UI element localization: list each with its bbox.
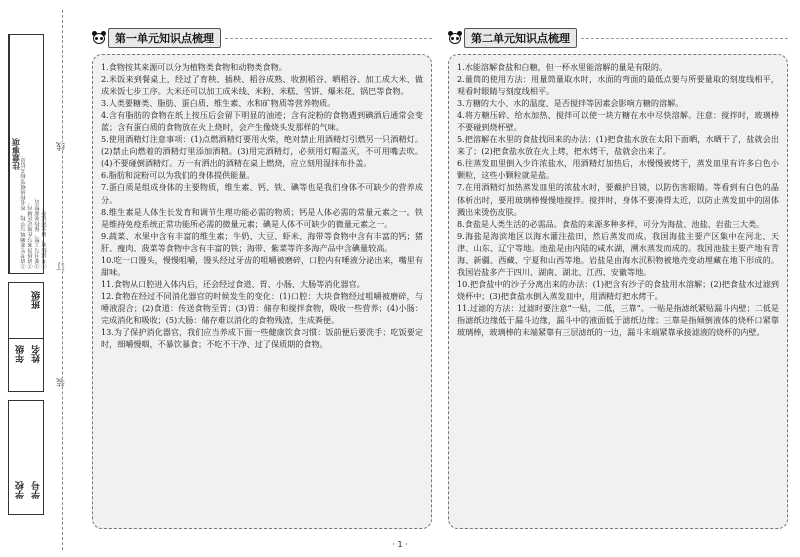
page-number: · 1 · xyxy=(392,540,408,549)
student-info-box xyxy=(8,282,44,392)
notice-title: 注意事项 xyxy=(9,35,20,273)
right-content-box xyxy=(448,54,788,529)
knowledge-item: 5.使用酒精灯注意事项：(1)点燃酒精灯要用火柴，绝对禁止用酒精灯引燃另一只酒精灯。(2)禁止向燃着的酒精灯里添加酒精。(3)用完酒精灯，必须用灯帽盖灭，不可用嘴去吹。(4)不要碰倒酒精灯。万一有洒出的酒精在桌上燃烧，应立刻用湿抹布扑盖。 xyxy=(101,134,423,169)
knowledge-item: 3.人类要糖类、脂肪、蛋白质、维生素、水和矿物质等营养物质。 xyxy=(101,98,336,109)
binding-strip xyxy=(0,0,92,557)
knowledge-item: 8.维生素是人体生长发育和调节生理功能必需的物质；钙是人体必需的常量元素之一。铁是维持免疫系统正常功能所必需的微量元素；碘是人体不可缺少的微量元素之一。 xyxy=(101,206,423,229)
notice-box xyxy=(8,34,48,274)
grade-label: 年级 xyxy=(16,345,26,363)
left-panel-header xyxy=(92,28,432,48)
student-no-label: 学号 xyxy=(32,481,42,499)
knowledge-item: 3.方糖的大小、水的温度、是否搅拌等因素会影响方糖的溶解。 xyxy=(457,98,684,109)
knowledge-item: 6.往蒸发皿里倒入少许浓盐水，用酒精灯加热后，水慢慢被烤干，蒸发皿里有许多白色小颗粒，这些小颗粒就是盐。 xyxy=(457,158,779,181)
knowledge-item: 7.在用酒精灯加热蒸发皿里的浓盐水时，要戴护目镜，以防伤害眼睛。等看到有白色的晶体析出时，要用玻璃棒慢慢地搅拌。搅拌时，身体不要凑得太近，以防止蒸发皿中的固体溅出来烫伤皮肤。 xyxy=(457,182,779,217)
left-content-box xyxy=(92,54,432,529)
right-panel-title: 第二单元知识点梳理 xyxy=(464,28,577,48)
knowledge-item: 10.把食盐中的沙子分离出来的办法：(1)把含有沙子的食盐用水溶解；(2)把食盐水过滤到烧杯中；(3)把食盐水倒入蒸发皿中，用酒精灯把水烤干。 xyxy=(457,278,779,301)
notice-line: ①请考生准确填写学校、姓名和班级等相关信息。 xyxy=(21,152,27,269)
knowledge-item: 12.食物在经过不同消化器官的时候发生的变化：(1)口腔：大块食物经过咀嚼被磨碎，与唾液混合；(2)食道：传送食物至胃；(3)胃：储存和搅拌食物，吸收一些营养；(4)小肠：完成消化和吸收；(5)大肠：储存难以消化的食物残渣，生成粪便。 xyxy=(101,290,423,325)
knowledge-item: 1.食物按其来源可以分为植物类食物和动物类食物。 xyxy=(101,62,287,72)
knowledge-item: 6.脂肪和淀粉可以为我们的身体提供能量。 xyxy=(101,170,255,181)
right-panel-header xyxy=(448,28,788,48)
knowledge-item: 1.水能溶解食盐和白糖，但一杯水里能溶解的量是有限的。 xyxy=(457,62,668,72)
right-panel xyxy=(448,28,788,529)
left-panel-title: 第一单元知识点梳理 xyxy=(108,28,221,48)
header-rule xyxy=(225,38,432,39)
notice-text xyxy=(21,39,48,269)
header-rule xyxy=(581,38,788,39)
knowledge-item: 2.量筒的使用方法：用量筒量取水时，水面的弯面的最低点要与所要量取的刻度线相平，观看时眼睛与刻度线相平。 xyxy=(457,74,779,97)
knowledge-item: 11.过滤的方法：过滤时要注意“一贴，二低，三靠”。一贴是指滤纸紧贴漏斗内壁；二低是指滤纸边缘低于漏斗边缘，漏斗中的液面低于滤纸边缘；三靠是指倾倒液体的烧杯口紧靠玻璃棒，玻璃棒的末端紧靠有三层滤纸的一边，漏斗末端紧靠承接滤液的烧杯的内壁。 xyxy=(457,302,779,338)
knowledge-item: 13.为了保护消化器官，我们应当养成下面一些健康饮食习惯：饭前便后要洗手；吃饭要定时，细嚼慢咽，不暴饮暴食；不吃不干净、过了保质期的食物。 xyxy=(101,327,423,350)
knowledge-item: 8.食盐是人类生活的必需品。食盐的来源多种多样，可分为海盐、池盐、岩盐三大类。 xyxy=(457,218,765,229)
cut-char: 订 xyxy=(57,262,67,271)
knowledge-item: 4.将方糖压碎、给水加热、搅拌可以使一块方糖在水中尽快溶解。注意：搅拌时，玻璃棒不要碰到烧杯壁。 xyxy=(457,110,779,133)
knowledge-item: 4.含有脂肪的食物在纸上按压后会留下明显的油迹；含有淀粉的食物遇到碘酒后通常会变蓝；含有蛋白质的食物放在火上烧时，会产生像烧头发那样的气味。 xyxy=(101,110,423,133)
panda-icon xyxy=(448,31,462,45)
cut-char: 装 xyxy=(57,378,67,387)
knowledge-item: 11.食物从口腔进入体内后，还会经过食道、胃、小肠、大肠等消化器官。 xyxy=(101,278,365,289)
knowledge-item: 5.把溶解在水里的食盐找回来的办法：(1)把食盐水放在太阳下面晒，水晒干了，盐就会出来了；(2)把食盐水放在火上烤，把水烤干，盐就会出来了。 xyxy=(457,134,779,157)
knowledge-item: 9.海盐是海滨地区以海水灌注盐田，然后蒸发而成。我国海盐主要产区集中在河北、天津、山东、辽宁等地。池盐是由内陆的咸水湖，溯水蒸发而成的。我国池盐主要产地有青海、新疆、西藏、宁夏和山西等地。岩盐是由海水沉积物被地壳变动埋藏在地下形成的。我国岩盐多产于四川、湖南、湖北、江西、安徽等地。 xyxy=(457,230,779,277)
notice-line: ④考试结束，请交回试卷。 xyxy=(42,205,48,269)
panda-icon xyxy=(92,31,106,45)
notice-line: ③要书写工整，保持卷面整洁。 xyxy=(35,194,41,269)
knowledge-item: 9.蔬菜、水果中含有丰富的维生素；牛奶、大豆、虾米、海带等食物中含有丰富的钙；猪肝、瘦肉、菠菜等食物中含有丰富的铁；海带、紫菜等许多海产品中含碘量较高。 xyxy=(101,230,423,253)
name-label: 姓名 xyxy=(32,345,42,363)
cut-line xyxy=(62,10,63,550)
left-panel xyxy=(92,28,432,529)
knowledge-item: 10.吃一口馒头，慢慢咀嚼，馒头经过牙齿的咀嚼被磨碎，口腔内有唾液分泌出来，嘴里有甜味。 xyxy=(101,254,423,277)
cut-char: 线 xyxy=(57,142,67,151)
knowledge-item: 7.蛋白质是组成身体的主要物质，维生素、钙、铁、碘等也是我们身体不可缺少的营养成分。 xyxy=(101,182,423,205)
school-label: 学校 xyxy=(16,481,26,499)
notice-line: ②请将答案写在规定区域内。 xyxy=(28,200,34,269)
knowledge-item: 2.米饭来到餐桌上，经过了育秧、插秧、稻谷成熟、收割稻谷、晒稻谷、加工成大米、做成米饭七步工序。大米还可以加工成米线、米粉、米糕、雪饼、爆米花、锅巴等食物。 xyxy=(101,74,423,97)
school-info-box xyxy=(8,400,44,515)
class-label: 班级 xyxy=(32,291,42,309)
